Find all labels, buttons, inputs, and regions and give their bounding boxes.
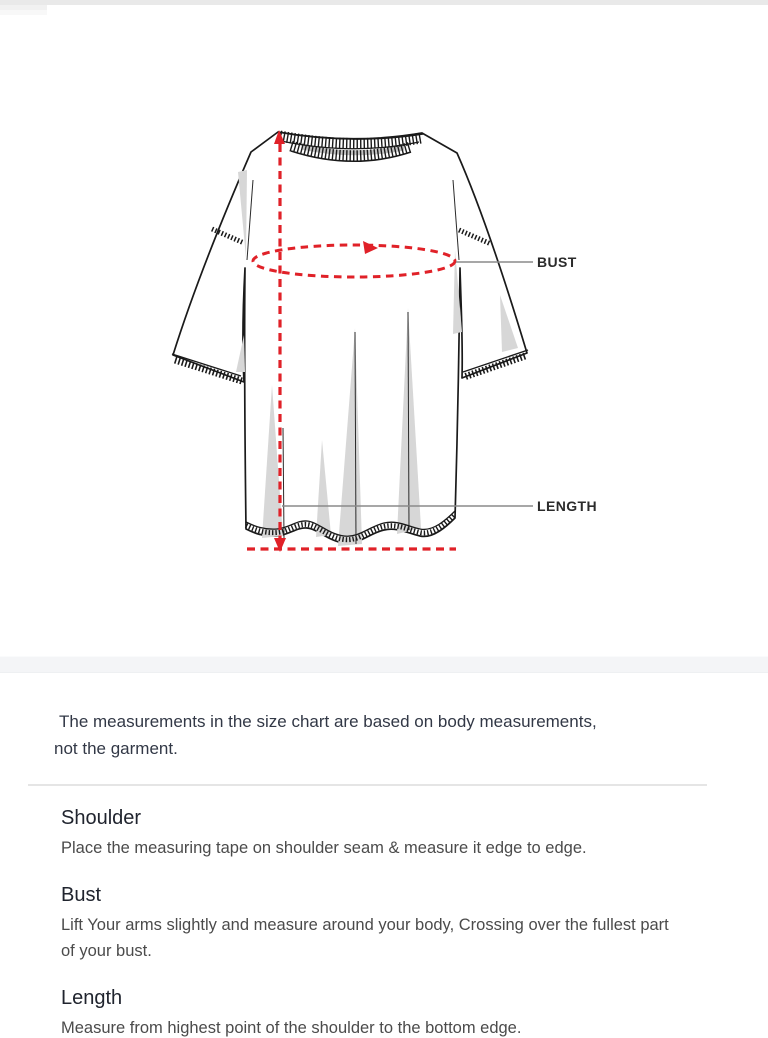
note-line-2: not the garment. [54,739,178,758]
measurement-note [54,708,694,762]
bust-label: BUST [537,254,577,270]
top-edge-stub-faded [0,10,47,15]
top-edge-bar [0,0,768,5]
horizontal-rule [28,784,707,786]
length-label: LENGTH [537,498,597,514]
section-desc-length: Measure from highest point of the shoulder to the bottom edge. [61,1019,522,1037]
tshirt-measurement-diagram [150,110,610,570]
section-desc-bust: Lift Your arms slightly and measure around your body, Crossing over the fullest part of your bust. [61,916,669,960]
section-desc-shoulder: Place the measuring tape on shoulder seam & measure it edge to edge. [61,839,587,857]
section-title-bust: Bust [61,884,102,906]
section-title-length: Length [61,987,123,1009]
section-title-shoulder: Shoulder [61,807,142,829]
measurement-instructions [61,806,701,1038]
note-line-1: The measurements in the size chart are based on body measurements, [59,712,597,731]
section-divider-bar [0,656,768,673]
